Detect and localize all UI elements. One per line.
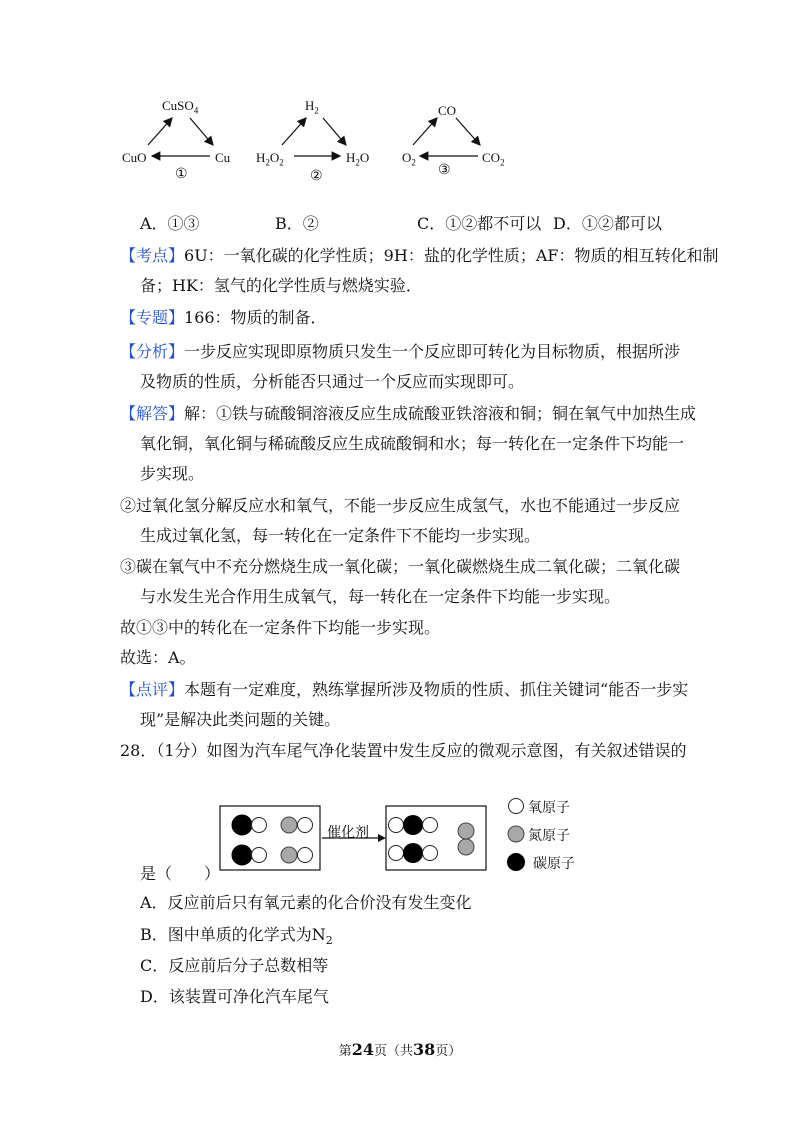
jieda-line-3: 步实现。 [140, 464, 205, 483]
q28-option-d: D．该装置可净化汽车尾气 [140, 987, 329, 1006]
para-3-line-1: ③碳在氧气中不充分燃烧生成一氧化碳；一氧化碳燃烧生成二氧化碳；二氧化碳 [120, 557, 681, 576]
carbon-atom [232, 845, 252, 865]
kaodian-line-2: 备；HK：氢气的化学性质与燃烧实验． [140, 276, 422, 295]
d3-number: ③ [438, 163, 451, 178]
fenxi-line-2: 及物质的性质，分析能否只通过一个反应而实现即可。 [140, 372, 525, 391]
d3-left: $O_2$ [402, 150, 416, 168]
d3-top: CO [438, 103, 457, 118]
d2-left: $H_2O_2$ [256, 150, 284, 168]
q27-option-d: D．①②都可以 [553, 214, 662, 233]
jieda-line-1: 【解答】解：①铁与硫酸铜溶液反应生成硫酸亚铁溶液和铜；铜在氧气中加热生成 [120, 404, 697, 423]
page-number: 24 [351, 1040, 374, 1059]
carbon-atom [232, 815, 252, 835]
d1-top: CuSO$_4$ [162, 98, 199, 116]
d3-right: $CO_2$ [482, 150, 505, 168]
after-box [386, 806, 486, 870]
zhuanti-line: 【专题】166：物质的制备． [120, 308, 327, 327]
q28-option-a: A．反应前后只有氧元素的化合价没有发生变化 [140, 893, 472, 912]
dianping-tag: 【点评】 [120, 680, 185, 699]
d1-number: ① [175, 167, 188, 182]
d2-right: $H_2O$ [346, 150, 370, 168]
d1-right: Cu [215, 150, 231, 165]
q27-option-b: B．② [275, 214, 319, 233]
q27-option-c: C．①②都不可以 [417, 214, 542, 233]
jieda-tag: 【解答】 [120, 404, 185, 423]
nitrogen-atom [281, 817, 297, 833]
legend-oxygen-label: 氧原子 [528, 800, 570, 816]
zhuanti-tag: 【专题】 [120, 308, 185, 327]
d1-left: CuO [122, 150, 147, 165]
oxygen-atom [298, 818, 313, 833]
legend-carbon-label: 碳原子 [533, 856, 575, 872]
catalyst-label: 催化剂 [327, 825, 369, 841]
nitrogen-atom [281, 847, 297, 863]
dianping-line-1: 【点评】本题有一定难度，熟练掌握所涉及物质的性质、抓住关键词“能否一步实 [120, 680, 689, 699]
fenxi-line-1: 【分析】一步反应实现即原物质只发生一个反应即可转化为目标物质，根据所涉 [120, 342, 681, 361]
q28-stem: 28．（1分）如图为汽车尾气净化装置中发生反应的微观示意图，有关叙述错误的 [120, 741, 687, 760]
page-footer: 第24页（共38页） [338, 1040, 462, 1059]
legend-nitrogen-marker [508, 826, 524, 842]
q28-option-b: B．图中单质的化学式为$N_2$ [140, 925, 333, 948]
d2-top: $H_2$ [305, 98, 319, 116]
para-3-line-2: 与水发生光合作用生成氧气，每一转化在一定条件下均能一步实现。 [140, 587, 621, 606]
conclusion: 故①③中的转化在一定条件下均能一步实现。 [120, 618, 441, 637]
kaodian-tag: 【考点】 [120, 246, 185, 265]
para-2-line-2: 生成过氧化氢，每一转化在一定条件下不能均一步实现。 [140, 526, 541, 545]
dianping-line-2: 现”是解决此类问题的关键。 [140, 710, 341, 729]
oxygen-atom [252, 848, 267, 863]
diagram-1 [148, 118, 213, 156]
page-total: 38 [413, 1040, 436, 1059]
q28-option-c: C．反应前后分子总数相等 [140, 956, 329, 975]
legend-carbon-marker [507, 853, 525, 871]
d2-number: ② [310, 169, 323, 184]
diagram-3 [413, 118, 480, 156]
jieda-line-2: 氧化铜，氧化铜与稀硫酸反应生成硫酸铜和水；每一转化在一定条件下均能一 [140, 434, 685, 453]
oxygen-atom [252, 818, 267, 833]
answer: 故选：A。 [120, 648, 196, 667]
legend-nitrogen-label: 氮原子 [528, 828, 570, 844]
fenxi-tag: 【分析】 [120, 342, 185, 361]
q27-option-a: A．①③ [140, 214, 200, 233]
q28-stem-end: 是（ ） [140, 864, 221, 883]
diagram-2 [282, 118, 346, 156]
kaodian-line-1: 【考点】6U：一氧化碳的化学性质；9H：盐的化学性质；AF：物质的相互转化和制 [120, 246, 719, 265]
para-2-line-1: ②过氧化氢分解反应水和氧气，不能一步反应生成氢气，水也不能通过一步反应 [120, 496, 681, 515]
oxygen-atom [298, 848, 313, 863]
legend-oxygen-marker [509, 799, 524, 814]
